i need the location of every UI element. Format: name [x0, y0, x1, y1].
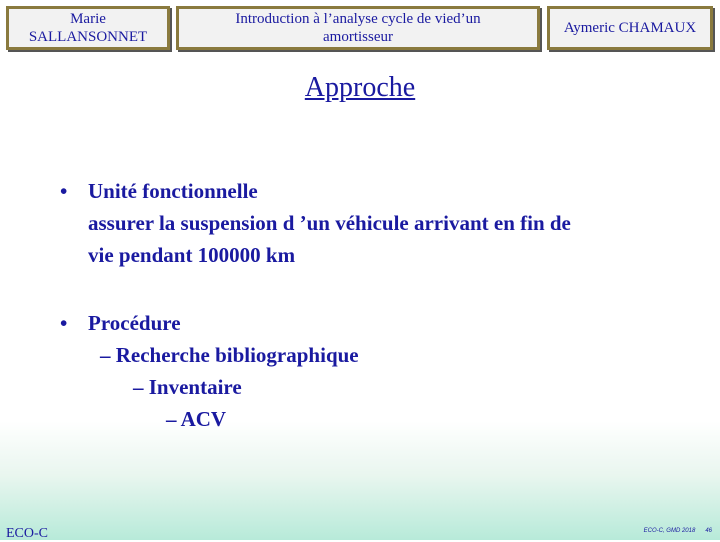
- bullet-functional-unit: [60, 175, 680, 271]
- coauthor-name: Aymeric CHAMAUX: [563, 20, 697, 36]
- sub-item-inventory: – Inventaire: [133, 375, 242, 399]
- bullet-heading: Procédure: [88, 311, 181, 335]
- bullet-line: assurer la suspension d ’un véhicule arrivant en fin de: [88, 211, 571, 235]
- bullet-procedure: [60, 307, 680, 339]
- slide-title: Approche: [304, 72, 416, 103]
- slide-content: [60, 175, 680, 435]
- header-author-box: [6, 6, 170, 50]
- bullet-heading: Unité fonctionnelle: [88, 179, 258, 203]
- page-number: 46: [705, 528, 712, 534]
- sub-item-bibliography: – Recherche bibliographique: [100, 343, 359, 367]
- footer-label: ECO-C: [6, 526, 48, 541]
- bullet-marker: •: [60, 179, 68, 203]
- topic-line-2: amortisseur: [323, 29, 393, 45]
- footer-course-label: ECO-C, GMD 2018: [643, 528, 696, 534]
- author-last-name: SALLANSONNET: [28, 29, 148, 45]
- header-coauthor-box: [547, 6, 713, 50]
- bullet-line: vie pendant 100000 km: [88, 243, 296, 267]
- bullet-marker: •: [60, 311, 68, 335]
- sub-item-lca: – ACV: [166, 407, 227, 431]
- header-topic-box: [176, 6, 540, 50]
- author-first-name: Marie: [70, 11, 106, 27]
- footer-right: [644, 528, 712, 534]
- topic-line-1: Introduction à l’analyse cycle de vied’un: [235, 11, 481, 27]
